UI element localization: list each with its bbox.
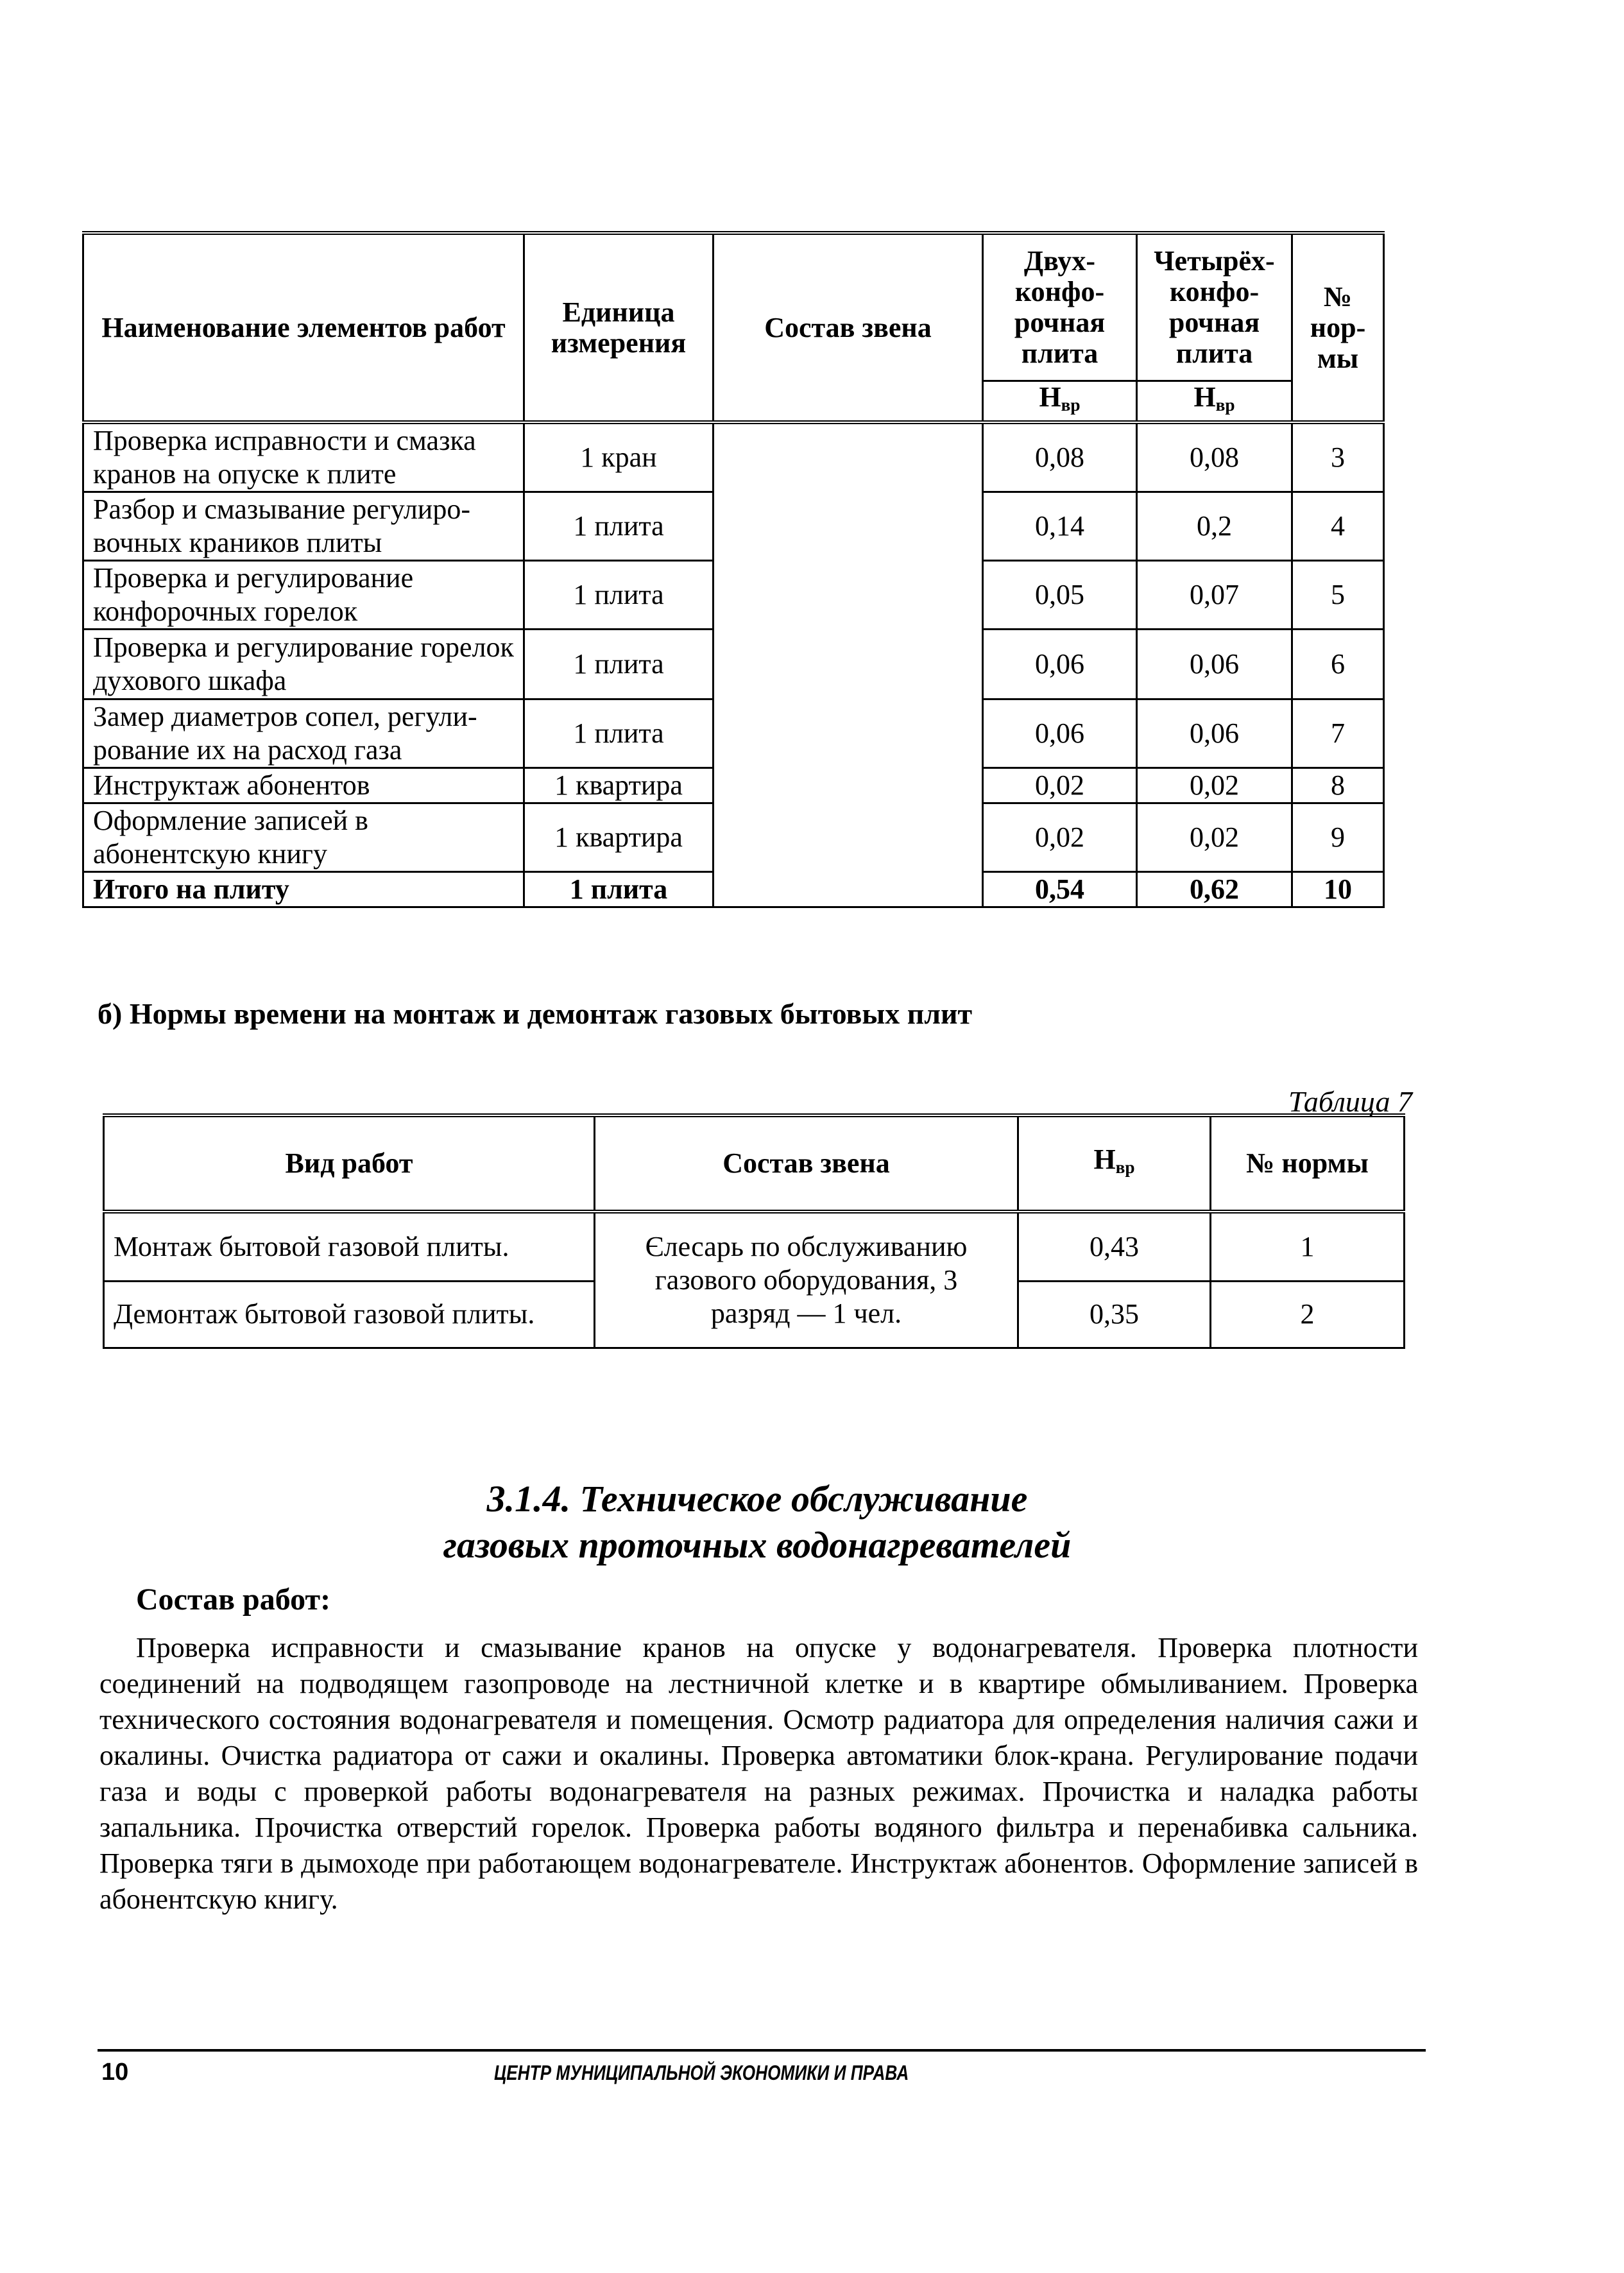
work-name: Инструктаж абонентов (83, 768, 524, 803)
section-title-line-1: 3.1.4. Техническое обслуживание (486, 1478, 1028, 1520)
nvr-four-burner: 0,07 (1137, 561, 1292, 630)
total-nvr-two-burner: 0,54 (983, 872, 1137, 907)
col-header-work-name: Наименование элементов работ (83, 233, 524, 422)
norm-number: 5 (1292, 561, 1384, 630)
nvr-two-burner: 0,05 (983, 561, 1137, 630)
work-name: Замер диаметров сопел, регули-рование их на расход газа (83, 699, 524, 768)
norm-number: 8 (1292, 768, 1384, 803)
work-kind: Демонтаж бытовой газовой плиты. (104, 1281, 595, 1348)
work-name: Проверка и регулирование конфорочных горелок (83, 561, 524, 630)
publisher-name: ЦЕНТР МУНИЦИПАЛЬНОЙ ЭКОНОМИКИ И ПРАВА (494, 2061, 909, 2084)
nvr-two-burner: 0,06 (983, 630, 1137, 699)
unit: 1 плита (524, 699, 714, 768)
work-name: Оформление записей в абонентскую книгу (83, 803, 524, 872)
col-header-nvr-four: $Н_{вр}$ (1137, 381, 1292, 422)
nvr-four-burner: 0,2 (1137, 492, 1292, 561)
nvr-two-burner: 0,06 (983, 699, 1137, 768)
page-number: 10 (101, 2059, 129, 2086)
work-name: Проверка и регулирование горелок духового шкафа (83, 630, 524, 699)
nvr-two-burner: 0,14 (983, 492, 1137, 561)
section-title-3-1-4 (0, 1476, 1514, 1568)
norm-number: 4 (1292, 492, 1384, 561)
work-name: Проверка исправности и смазка кранов на опуске к плите (83, 422, 524, 492)
footer-divider (98, 2049, 1426, 2052)
table-caption: Таблица 7 (1288, 1085, 1412, 1118)
nvr-four-burner: 0,08 (1137, 422, 1292, 492)
crew-merged-cell (714, 422, 983, 907)
work-name: Разбор и смазывание регулиро-вочных краников плиты (83, 492, 524, 561)
unit: 1 квартира (524, 768, 714, 803)
col-header-norm-number: № нор-мы (1292, 233, 1384, 422)
col-header-crew: Состав звена (714, 233, 983, 422)
work-composition-label: Состав работ: (136, 1583, 331, 1617)
unit: 1 плита (524, 492, 714, 561)
unit: 1 квартира (524, 803, 714, 872)
col-header-two-burner: Двух-конфо-рочная плита (983, 233, 1137, 381)
col-header-norm-number: № нормы (1211, 1115, 1405, 1212)
nvr-four-burner: 0,06 (1137, 630, 1292, 699)
total-norm-number: 10 (1292, 872, 1384, 907)
nvr-value: 0,35 (1018, 1281, 1211, 1348)
stove-installation-norms-table (103, 1113, 1405, 1349)
col-header-work-kind: Вид работ (104, 1115, 595, 1212)
nvr-four-burner: 0,06 (1137, 699, 1292, 768)
nvr-two-burner: 0,08 (983, 422, 1137, 492)
total-unit: 1 плита (524, 872, 714, 907)
norm-number: 6 (1292, 630, 1384, 699)
col-header-crew: Состав звена (595, 1115, 1018, 1212)
total-nvr-four-burner: 0,62 (1137, 872, 1292, 907)
section-title-line-2: газовых проточных водонагревателей (443, 1524, 1072, 1566)
work-kind: Монтаж бытовой газовой плиты. (104, 1212, 595, 1281)
norm-number: 3 (1292, 422, 1384, 492)
norm-number: 9 (1292, 803, 1384, 872)
table-row (104, 1212, 1405, 1281)
norm-number: 2 (1211, 1281, 1405, 1348)
work-composition-text: Проверка исправности и смазывание кранов на опуске у водонагревателя. Проверка плотности соединений на подводящем газопроводе на лестничной клетке и в квартире обмыливанием. Проверка технического состояния водонагревателя и помещения. Осмотр радиатора для определения наличия сажи и окалины. Очистка радиатора от сажи и окалины. Проверка автоматики блок-крана. Регулирование подачи газа и воды с проверкой работы водонагревателя на разных режимах. Прочистка и наладка работы запальника. Прочистка отверстий горелок. Проверка работы водяного фильтра и перенабивка сальника. Проверка тяги в дымоходе при работающем водонагревателе. Инструктаж абонентов. Оформление записей в абонентскую книгу. (99, 1632, 1418, 1915)
col-header-unit: Единица измерения (524, 233, 714, 422)
total-label: Итого на плиту (83, 872, 524, 907)
unit: 1 кран (524, 422, 714, 492)
nvr-two-burner: 0,02 (983, 768, 1137, 803)
col-header-nvr: $Н_{вр}$ (1018, 1115, 1211, 1212)
nvr-four-burner: 0,02 (1137, 768, 1292, 803)
stove-maintenance-norms-table (82, 231, 1385, 908)
unit: 1 плита (524, 561, 714, 630)
table-row (83, 422, 1384, 492)
unit: 1 плита (524, 630, 714, 699)
nvr-four-burner: 0,02 (1137, 803, 1292, 872)
section-heading-b: б) Нормы времени на монтаж и демонтаж газовых бытовых плит (98, 997, 973, 1030)
col-header-nvr-two: $Н_{вр}$ (983, 381, 1137, 422)
nvr-value: 0,43 (1018, 1212, 1211, 1281)
crew-composition: Єлесарь по обслуживанию газового оборудования, 3 разряд — 1 чел. (595, 1212, 1018, 1348)
norm-number: 1 (1211, 1212, 1405, 1281)
nvr-two-burner: 0,02 (983, 803, 1137, 872)
norm-number: 7 (1292, 699, 1384, 768)
col-header-four-burner: Четырёх-конфо-рочная плита (1137, 233, 1292, 381)
